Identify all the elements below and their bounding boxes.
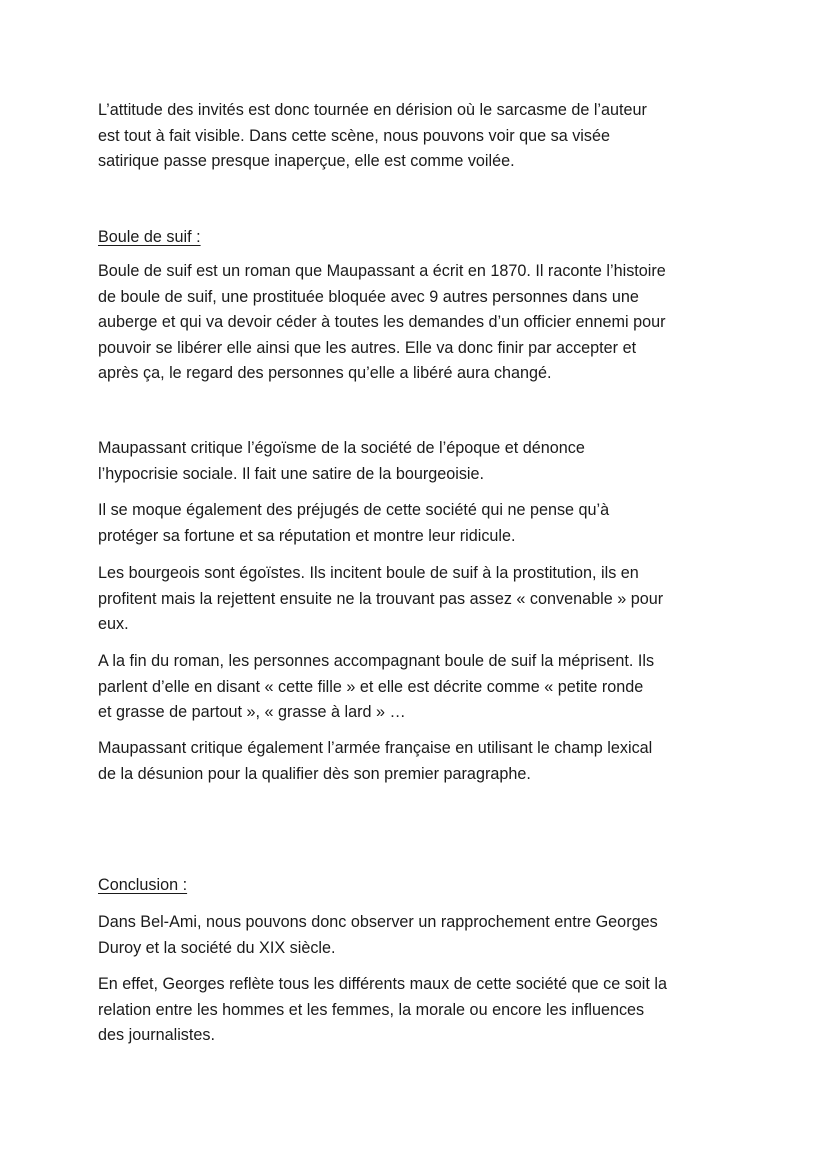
paragraph-boule-summary	[98, 259, 738, 387]
section-heading-conclusion	[98, 873, 738, 899]
heading-text: Conclusion :	[98, 876, 188, 894]
text-line: l’hypocrisie sociale. Il fait une satire de la bourgeoisie.	[98, 464, 485, 483]
text-line: parlent d’elle en disant « cette fille » et elle est décrite comme « petite ronde	[98, 677, 644, 696]
text-line: Duroy et la société du XIX siècle.	[98, 938, 336, 957]
paragraph-prejudices	[98, 498, 738, 549]
text-line: de boule de suif, une prostituée bloquée avec 9 autres personnes dans une	[98, 287, 639, 306]
paragraph-bourgeois	[98, 561, 738, 638]
text-line: et grasse de partout », « grasse à lard » …	[98, 703, 406, 722]
text-line: satirique passe presque inaperçue, elle est comme voilée.	[98, 152, 515, 171]
text-line: eux.	[98, 615, 129, 634]
paragraph-conclusion-bel-ami	[98, 910, 738, 961]
paragraph-egoism-critique	[98, 436, 738, 487]
text-line: Maupassant critique l’égoïsme de la société de l’époque et dénonce	[98, 439, 585, 457]
paragraph-end-of-novel	[98, 649, 738, 726]
text-line: relation entre les hommes et les femmes, la morale ou encore les influences	[98, 1000, 645, 1019]
text-line: des journalistes.	[98, 1026, 215, 1045]
text-line: est tout à fait visible. Dans cette scène, nous pouvons voir que sa visée	[98, 126, 610, 145]
text-line: auberge et qui va devoir céder à toutes les demandes d’un officier ennemi pour	[98, 313, 666, 332]
text-line: L’attitude des invités est donc tournée en dérision où le sarcasme de l’auteur	[98, 101, 647, 119]
text-line: Dans Bel-Ami, nous pouvons donc observer un rapprochement entre Georges	[98, 913, 658, 931]
text-line: En effet, Georges reflète tous les différents maux de cette société que ce soit la	[98, 975, 667, 993]
text-line: après ça, le regard des personnes qu’elle a libéré aura changé.	[98, 364, 552, 383]
text-line: Maupassant critique également l’armée française en utilisant le champ lexical	[98, 739, 653, 757]
paragraph-army-critique	[98, 736, 738, 787]
text-line: de la désunion pour la qualifier dès son premier paragraphe.	[98, 764, 531, 783]
text-line: pouvoir se libérer elle ainsi que les autres. Elle va donc finir par accepter et	[98, 338, 637, 357]
text-line: Il se moque également des préjugés de cette société qui ne pense qu’à	[98, 501, 610, 519]
text-line: Boule de suif est un roman que Maupassant a écrit en 1870. Il raconte l’histoire	[98, 262, 666, 280]
heading-text: Boule de suif :	[98, 228, 201, 246]
text-line: protéger sa fortune et sa réputation et montre leur ridicule.	[98, 526, 516, 545]
text-line: Les bourgeois sont égoïstes. Ils incitent boule de suif à la prostitution, ils en	[98, 564, 639, 582]
paragraph-intro-satire	[98, 98, 738, 175]
text-line: A la fin du roman, les personnes accompagnant boule de suif la méprisent. Ils	[98, 652, 655, 670]
text-line: profitent mais la rejettent ensuite ne la trouvant pas assez « convenable » pour	[98, 589, 664, 608]
section-heading-boule-de-suif	[98, 225, 738, 251]
paragraph-conclusion-georges	[98, 972, 738, 1049]
